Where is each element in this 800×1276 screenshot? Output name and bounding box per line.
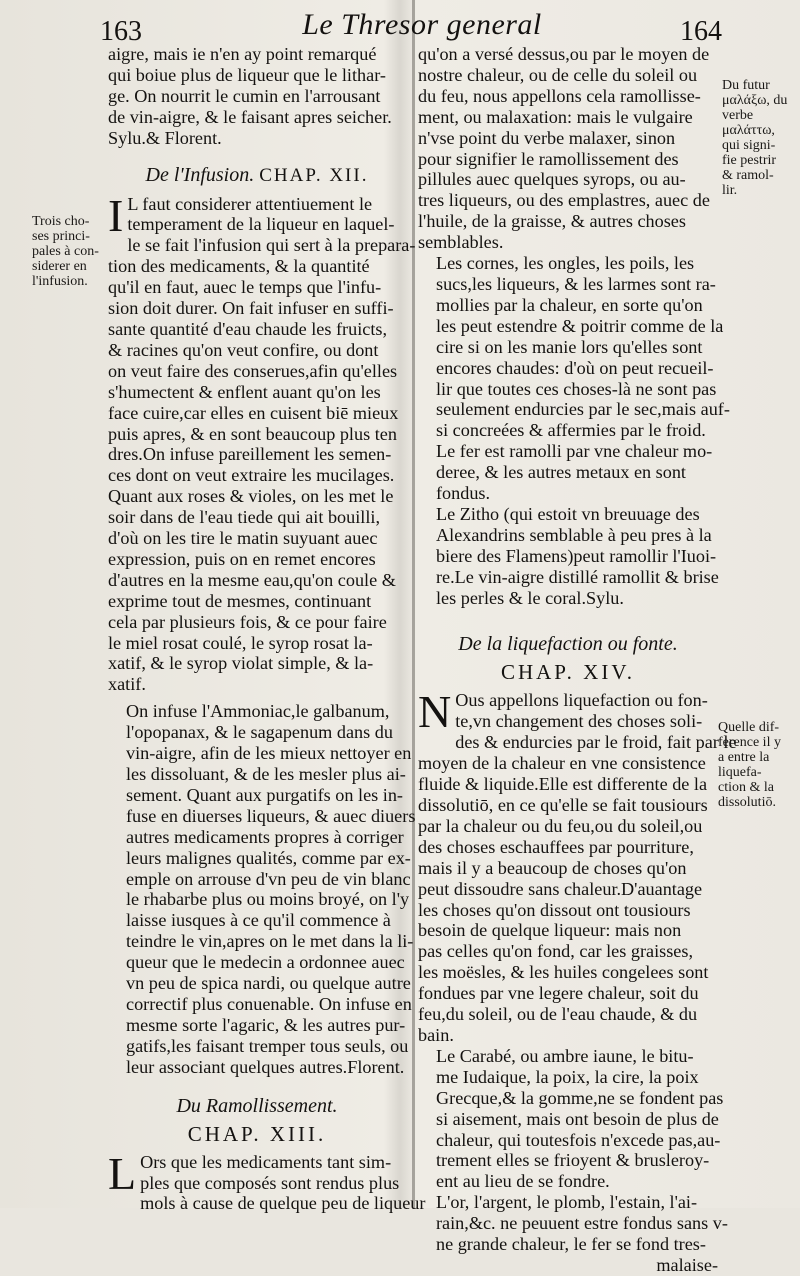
text-line: gatifs,les faisant tremper tous seuls, ou <box>126 1035 409 1056</box>
text-line: si concreées & affermies par le froid. <box>436 420 706 441</box>
text-line: les choses qu'on dissout ont tousiours <box>418 899 691 920</box>
text-line: cela par plusieurs fois, & ce pour faire <box>108 611 387 632</box>
text-line: dres.On infuse pareillement les semen- <box>108 444 392 465</box>
text-line: moyen de la chaleur en vne consistence <box>418 753 706 774</box>
text-line: emple on arrouse d'vn peu de vin blanc <box>126 868 411 889</box>
text-line: des choses eschauffees par pourriture, <box>418 836 694 857</box>
text-line: sucs,les liqueurs, & les larmes sont ra- <box>436 273 716 294</box>
cornes-paragraph <box>418 253 730 504</box>
text-line: sion doit durer. On fait infuser en suffi- <box>108 298 394 319</box>
text-line: on veut faire des conserues,afin qu'elles <box>108 360 398 381</box>
text-line: pillules auec quelques syrops, ou au- <box>418 169 686 190</box>
catchword: malaise- <box>656 1254 718 1275</box>
text-line: re.Le vin-aigre distillé ramollit & brise <box>436 566 719 587</box>
text-line: besoin de quelque liqueur: mais non <box>418 920 682 941</box>
text-line: fluide & liquide.Elle est differente de la <box>418 774 708 795</box>
text-line: mais il y a beaucoup de choses qu'on <box>418 857 687 878</box>
page-gutter <box>412 0 415 1208</box>
text-line: ent au lieu de se fondre. <box>436 1171 610 1192</box>
text-line: pas celles qu'on fond, car les graisses, <box>418 941 693 962</box>
text-line: encores chaudes: d'où on peut recueil- <box>436 357 714 378</box>
text-line: Grecque,& la gomme,ne se fondent pas <box>436 1087 724 1108</box>
chapter-12-paragraph-2 <box>108 701 416 1077</box>
text-line: temperament de la liqueur en laquel- <box>127 214 395 235</box>
text-line: ne grande chaleur, le fer se fond tres- <box>436 1234 706 1255</box>
text-line: On infuse l'Ammoniac,le galbanum, <box>126 701 390 722</box>
text-line: vn peu de spica nardi, ou quelque autre <box>126 973 411 994</box>
page-header <box>0 6 800 46</box>
page-number-right: 164 <box>680 16 722 47</box>
chapter-14-heading <box>418 630 718 686</box>
text-line: fondues par vne legere chaleur, soit du <box>418 983 699 1004</box>
text-line: L'or, l'argent, le plomb, l'estain, l'ai- <box>436 1192 698 1213</box>
ramollissement-paragraph-continued <box>418 44 718 253</box>
chapter-13-heading <box>108 1092 406 1148</box>
text-line: peut dissoudre sans chaleur.D'auantage <box>418 878 703 899</box>
text-line: vin-aigre, afin de les mieux nettoyer en <box>126 743 412 764</box>
text-line: mols à cause de quelque peu de liqueur <box>140 1193 426 1214</box>
text-line: teindre le vin,apres on le met dans la li- <box>126 931 414 952</box>
text-line: n'vse point du verbe malaxer, sinon <box>418 127 676 148</box>
text-line: de vin-aigre, & le faisant apres seicher. <box>108 106 392 127</box>
text-line: chaleur, qui toutesfois n'excede pas,au- <box>436 1129 721 1150</box>
text-line: deree, & les autres metaux en sont <box>436 462 686 483</box>
margin-note-malaxer: Du futur μαλάξω, du verbe μαλάττω, qui signi-fie pestrir & ramol-lir. <box>722 78 788 198</box>
text-line: Le fer est ramolli par vne chaleur mo- <box>436 441 713 462</box>
text-line: les moësles, & les huiles congelees sont <box>418 962 709 983</box>
zitho-paragraph <box>418 504 718 609</box>
text-line: semblables. <box>418 232 504 253</box>
text-line: rain,&c. ne peuuent estre fondus sans v- <box>436 1213 728 1234</box>
margin-note-infusion: Trois cho-ses princi-pales à con-siderer en l'infusion. <box>32 214 99 289</box>
chapter-label: CHAP. XII. <box>259 164 369 186</box>
text-line: Le Zitho (qui estoit vn breuuage des <box>436 503 700 524</box>
text-line: dissolutiō, en ce qu'elle se fait tousiours <box>418 795 708 815</box>
text-line: L faut considerer attentiuement le <box>127 193 373 214</box>
text-line: ples que composés sont rendus plus <box>140 1172 400 1193</box>
text-line: l'opopanax, & le sagapenum dans du <box>126 722 393 743</box>
text-line: les perles & le coral.Sylu. <box>436 587 624 608</box>
text-line: Le Carabé, ou ambre iaune, le bitu- <box>436 1045 694 1066</box>
text-line: queur que le medecin a ordonnee auec <box>126 952 405 973</box>
text-line: soir dans de l'eau tiede qui ait bouilli, <box>108 507 380 528</box>
text-line: & racines qu'on veut confire, ou dont <box>108 339 379 360</box>
text-line: mesme sorte l'agaric, & les autres pur- <box>126 1014 406 1035</box>
text-line: lir que toutes ces choses-là ne sont pas <box>436 378 717 399</box>
chapter-title: Du Ramollissement. <box>176 1094 338 1117</box>
text-line: les peut estendre & poitrir comme de la <box>436 315 724 336</box>
chapter-12-heading <box>108 163 406 188</box>
text-line: Sylu.& Florent. <box>108 127 222 148</box>
text-line: xatif. <box>108 674 146 695</box>
text-line: ge. On nourrit le cumin en l'arrousant <box>108 85 381 106</box>
text-line: puis apres, & en sont beaucoup plus ten <box>108 423 397 444</box>
text-line: sement. Quant aux purgatifs on les in- <box>126 784 403 805</box>
text-line: tres liqueurs, ou des emplastres, auec de <box>418 190 710 211</box>
text-line: qu'il en faut, auec le temps que l'infu- <box>108 277 382 298</box>
chapter-12-paragraph-1 <box>108 189 416 696</box>
chapter-14-paragraph-1 <box>418 686 737 1045</box>
running-title: Le Thresor general <box>302 8 542 41</box>
text-line: Quant aux roses & violes, on les met le <box>108 486 394 507</box>
text-line: fondus. <box>436 483 491 504</box>
text-line: le rhabarbe plus ou moins broyé, on l'y <box>126 889 410 910</box>
text-line: laisse iusques à ce qu'il commence à <box>126 910 391 931</box>
text-line: l'huile, de la graisse, & autres choses <box>418 211 686 232</box>
text-line: Les cornes, les ongles, les poils, les <box>436 253 695 274</box>
text-line: s'humectent & enflent auant qu'on les <box>108 381 381 402</box>
chapter-13-paragraph-1 <box>108 1147 426 1215</box>
text-line: le se fait l'infusion qui sert à la prepara- <box>127 235 416 256</box>
text-line: mollies par la chaleur, en sorte qu'on <box>436 294 703 315</box>
chapter-label: CHAP. XIV. <box>500 660 636 685</box>
text-line: te,vn changement des choses soli- <box>455 711 703 732</box>
text-line: du feu, nous appellons cela ramollisse- <box>418 85 701 106</box>
drop-cap: I <box>108 189 124 241</box>
text-line: ment, ou malaxation: mais le vulgaire <box>418 106 693 127</box>
text-line: nostre chaleur, ou de celle du soleil ou <box>418 64 698 85</box>
text-line: xatif, & le syrop violat simple, & la- <box>108 653 374 674</box>
drop-cap: L <box>108 1147 137 1199</box>
text-line: d'où on les tire le matin suyuant auec <box>108 528 378 549</box>
text-line: par la chaleur ou du feu,ou du soleil,ou <box>418 815 703 836</box>
ink-smudge <box>30 628 70 638</box>
text-line: pour signifier le ramollissement des <box>418 148 679 169</box>
text-line: seulement endurcies par le sec,mais auf- <box>436 399 730 420</box>
text-line: aigre, mais ie n'en ay point remarqué <box>108 44 377 64</box>
text-line: qu'on a versé dessus,ou par le moyen de <box>418 44 710 64</box>
text-line: fuse en diuerses liqueurs, & auec diuers <box>126 805 416 826</box>
chapter-title: De la liquefaction ou fonte. <box>458 633 678 656</box>
margin-note-liquefaction: Quelle dif-ference il y a entre la liquefa-ction & la dissolutiō. <box>718 720 781 810</box>
text-line: feu,du soleil, ou de l'eau chaude, & du <box>418 1004 698 1025</box>
drop-cap: N <box>418 686 452 738</box>
text-line: Ors que les medicaments tant sim- <box>140 1151 392 1172</box>
text-line: qui boiue plus de liqueur que le lithar- <box>108 64 386 85</box>
text-line: ces dont on veut extraire les mucilages. <box>108 465 395 486</box>
page-number-left: 163 <box>100 16 142 47</box>
text-line: des & endurcies par le froid, fait par le <box>455 732 737 753</box>
text-line: tion des medicaments, & la quantité <box>108 256 370 277</box>
text-line: le miel rosat coulé, le syrop rosat la- <box>108 632 373 653</box>
text-line: Alexandrins semblable à peu pres à la <box>436 524 712 545</box>
text-line: face cuire,car elles en cuisent biē mieux <box>108 402 399 423</box>
text-line: si aisement, mais ont besoin de plus de <box>436 1108 719 1129</box>
chapter-14-paragraph-3 <box>418 1192 728 1276</box>
chapter-14-paragraph-2 <box>418 1045 724 1192</box>
text-line: correctif plus conuenable. On infuse en <box>126 993 412 1014</box>
text-line: les dissoluant, & de les mesler plus ai- <box>126 764 406 784</box>
text-line: leurs malignes qualités, comme par ex- <box>126 847 411 868</box>
intro-paragraph <box>108 44 406 149</box>
left-column <box>108 44 426 1214</box>
text-line: Ous appellons liquefaction ou fon- <box>455 690 708 711</box>
text-line: biere des Flamens)peut ramollir l'Iuoi- <box>436 545 717 566</box>
text-line: d'autres en la mesme eau,qu'on coule & <box>108 569 396 590</box>
right-column <box>418 44 737 1276</box>
text-line: trement elles se frioyent & brusleroy- <box>436 1150 710 1171</box>
chapter-label: CHAP. XIII. <box>187 1121 327 1146</box>
text-line: autres medicaments propres à corriger <box>126 826 404 847</box>
text-line: me Iudaique, la poix, la cire, la poix <box>436 1066 699 1087</box>
text-line: exprime tout de mesmes, continuant <box>108 590 372 611</box>
text-line: sante quantité d'eau chaude les fruicts, <box>108 318 388 339</box>
text-line: cire si on les manie lors qu'elles sont <box>436 336 703 357</box>
text-line: bain. <box>418 1024 454 1045</box>
chapter-title: De l'Infusion. <box>145 163 255 186</box>
text-line: leur associant quelques autres.Florent. <box>126 1056 405 1077</box>
text-line: expression, puis on en remet encores <box>108 548 376 569</box>
